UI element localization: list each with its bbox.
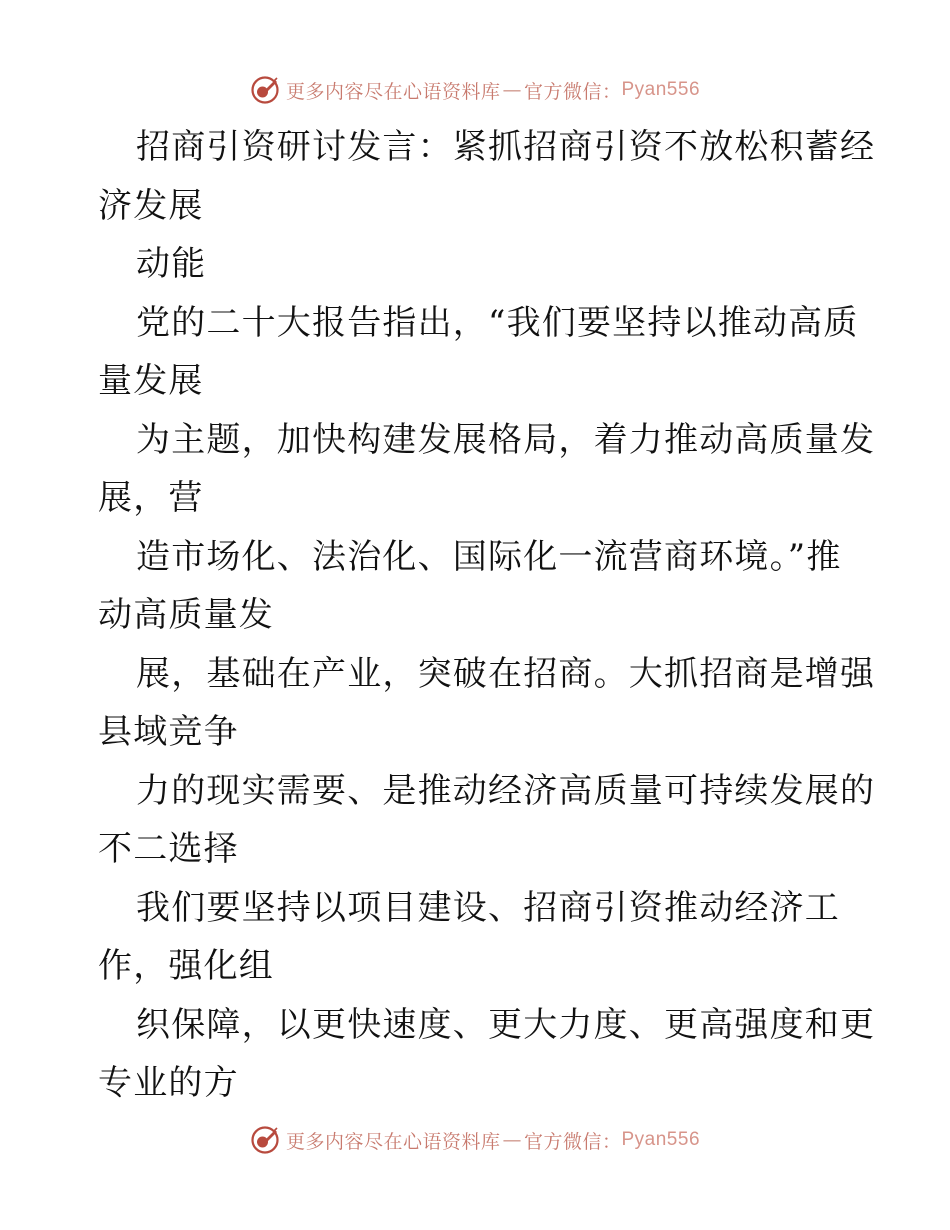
watermark-contact-label: 官方微信： [523, 80, 622, 103]
document-line: 我们要坚持以项目建设、招商引资推动经济工 [136, 887, 840, 928]
quill-logo-icon [250, 1125, 280, 1155]
document-line: 作，强化组 [98, 946, 274, 986]
watermark-contact-id: Pyan556 [621, 1129, 701, 1150]
document-line: 造市场化、法治化、国际化一流营商环境。”推 [136, 536, 842, 577]
document-line: 为主题，加快构建发展格局，着力推动高质量发 [136, 419, 876, 460]
document-line: 动能 [136, 244, 207, 284]
watermark-separator: — [502, 1129, 522, 1151]
document-line: 展，基础在产业，突破在招商。大抓招商是增强 [136, 653, 876, 694]
document-line: 专业的方 [98, 1063, 239, 1103]
watermark-text: 更多内容尽在心语资料库 [285, 1130, 501, 1153]
document-line: 济发展 [98, 185, 204, 226]
document-line: 党的二十大报告指出，“我们要坚持以推动高质 [136, 302, 859, 343]
document-line: 织保障，以更快速度、更大力度、更高强度和更 [136, 1004, 876, 1045]
document-line: 招商引资研讨发言：紧抓招商引资不放松积蓄经 [136, 127, 876, 167]
watermark-contact-label: 官方微信： [523, 1130, 622, 1153]
watermark-contact-id: Pyan556 [621, 79, 701, 100]
footer-watermark [0, 1122, 950, 1158]
document-line: 展，营 [98, 478, 204, 518]
watermark-text: 更多内容尽在心语资料库 [285, 80, 501, 103]
watermark-separator: — [502, 79, 522, 101]
document-line: 不二选择 [98, 829, 239, 869]
document-line: 量发展 [98, 361, 204, 401]
document-line: 动高质量发 [98, 595, 274, 635]
document-line: 县域竞争 [98, 712, 239, 752]
document-line: 力的现实需要、是推动经济高质量可持续发展的 [136, 770, 876, 811]
document-body [98, 118, 876, 1113]
header-watermark [0, 72, 950, 108]
quill-logo-icon [250, 75, 280, 105]
